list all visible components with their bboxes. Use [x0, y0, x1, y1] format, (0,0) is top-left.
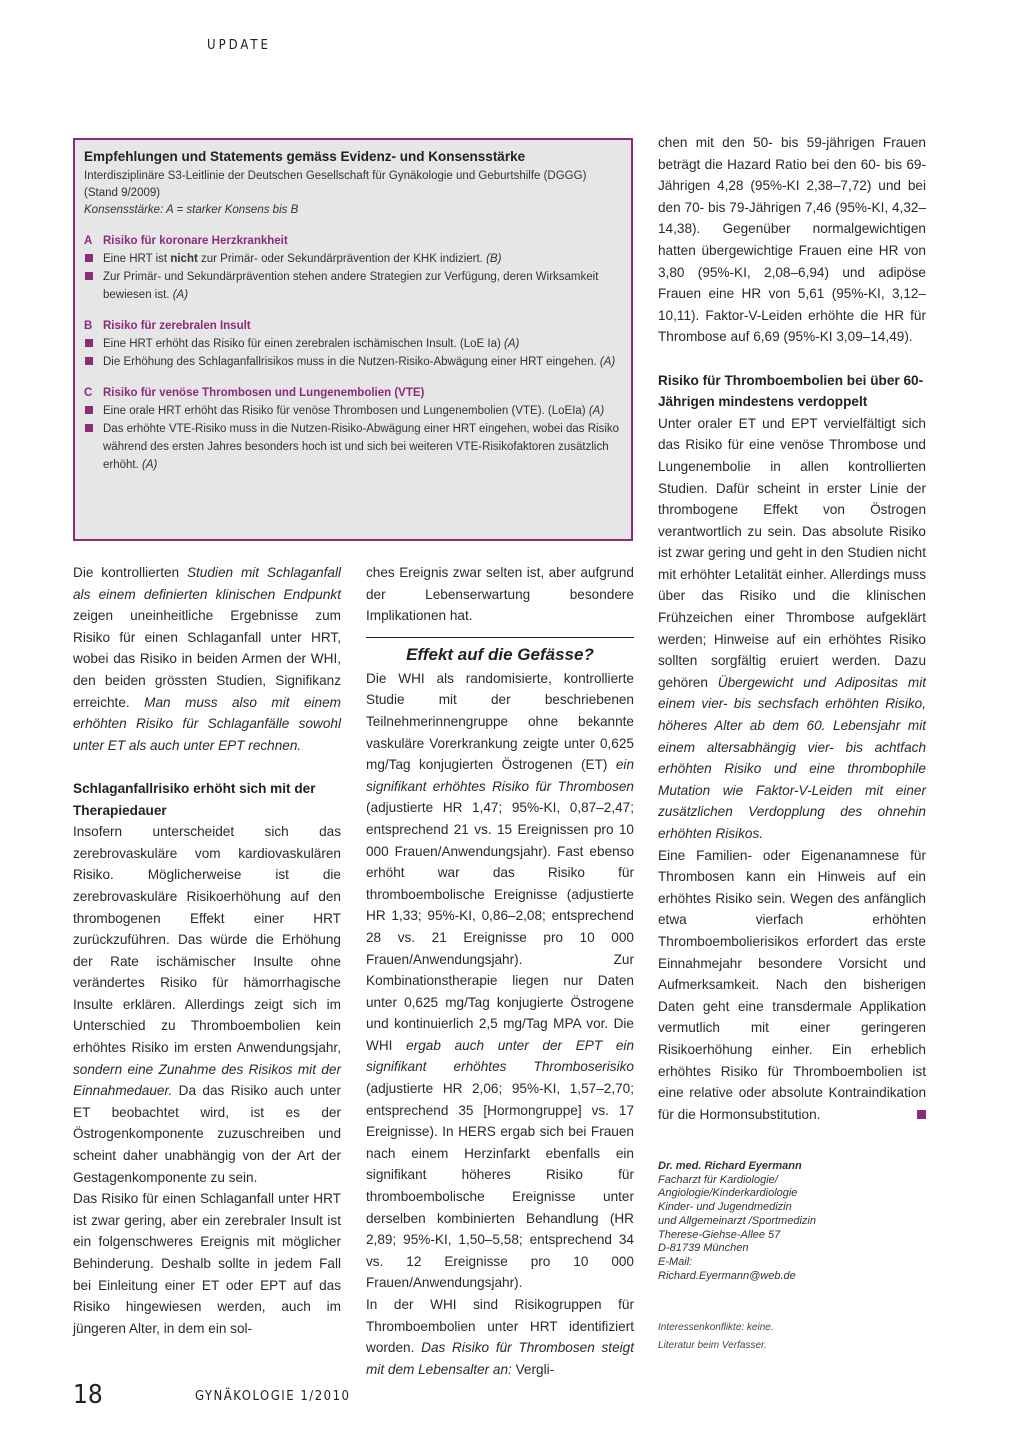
author-line: Facharzt für Kardiologie/ — [658, 1173, 778, 1186]
text-column-3 — [658, 132, 926, 1125]
list-item: Eine HRT erhöht das Risiko für einen zerebralen ischämischen Insult. (LoE Ia) (A) — [84, 335, 622, 353]
list-item: Die Erhöhung des Schlaganfallrisikos muss in die Nutzen-Risiko-Abwägung einer HRT eingehen. (A) — [84, 353, 622, 371]
square-bullet-icon — [84, 250, 103, 268]
author-line: E-Mail: — [658, 1255, 693, 1268]
box-subtitle: Interdisziplinäre S3-Leitlinie der Deutschen Gesellschaft für Gynäkologie und Geburtshilfe (DGGG) (Stand 9/2009) — [84, 170, 587, 199]
recommendation-box — [73, 138, 633, 541]
square-bullet-icon — [84, 335, 103, 353]
box-consensus: Konsensstärke: A = starker Konsens bis B — [84, 204, 299, 216]
section-title: Risiko für zerebralen Insult — [103, 320, 251, 332]
author-line: Kinder- und Jugendmedizin — [658, 1201, 792, 1214]
section-title: Risiko für venöse Thrombosen und Lungenembolien (VTE) — [103, 387, 425, 399]
conflict-note: Interessenkonflikte: keine. — [658, 1322, 774, 1333]
subheading: Schlaganfallrisiko erhöht sich mit der Therapiedauer — [73, 780, 316, 818]
author-line: D-81739 München — [658, 1242, 749, 1255]
author-line: und Allgemeinarzt /Sportmedizin — [658, 1214, 816, 1227]
section-letter: C — [84, 387, 93, 399]
paragraph: Die WHI als randomisierte, kontrollierte Studie mit der beschriebenen Teilnehmerinnengruppe ohne bekannte vaskuläre Vorerkrankung zeigte unter 0,625 mg/Tag konjugierten Östrogenen (ET) ein signifikant erhöhtes Risiko für Thrombosen (adjustierte HR 1,47; 95%-KI, 0,87–2,47; entsprechend 21 vs. 15 Ereignissen pro 10 000 Frauen/Anwendungsjahr). Fast ebenso erhöht war das Risiko für thromboembolische Ereignisse (adjustierte HR 1,33; 95%-KI, 0,86–2,08; entsprechend 28 vs. 21 Ereignisse pro 10 000 Frauen/Anwendungsjahr). Zur Kombinationstherapie liegen nur Daten unter 0,625 mg/Tag konjugierte Östrogene und kontinuierlich 2,5 mg/Tag MPA vor. Die WHI ergab auch unter der EPT ein signifikant erhöhtes Thromboserisiko (adjustierte HR 2,06; 95%-KI, 1,57–2,70; entsprechend 35 [Hormongruppe] vs. 17 Ereignisse). In HERS ergab sich bei Frauen nach einem Herzinfarkt ebenfalls ein signifikant höheres Risiko für thromboembolische Ereignisse unter derselben kombinierten Behandlung (HR 2,89; 95%-KI, 1,50–5,58; entsprechend 34 vs. 12 Ereignisse pro 10 000 Frauen/Anwendungsjahr). — [366, 670, 635, 1291]
square-bullet-icon — [84, 420, 103, 474]
section-letter: B — [84, 320, 93, 332]
end-mark-icon — [917, 1110, 926, 1119]
section-heading: Effekt auf die Gefässe? — [406, 644, 594, 664]
paragraph: chen mit den 50- bis 59-jährigen Frauen beträgt die Hazard Ratio bei den 60- bis 69-Jährigen 4,28 (95%-KI 2,38–7,72) und bei den 70- bis 79-Jährigen 7,46 (95%-KI, 4,32–14,38). Gegenüber normalgewichtigen hatten übergewichtige Frauen eine HR von 3,80 (95%-KI, 2,08–6,94) und adipöse Frauen eine HR von 5,61 (95%-KI, 3,12–10,11). Faktor-V-Leiden erhöhte die HR für Thrombose auf 6,69 (95%-KI 3,09–14,49). — [658, 135, 926, 345]
page-number: 18 — [73, 1380, 103, 1410]
list-item: Eine orale HRT erhöht das Risiko für venöse Thrombosen und Lungenembolien (VTE). (LoEIa) (A) — [84, 402, 622, 420]
paragraph: Eine Familien- oder Eigenanamnese für Thrombosen kann ein Hinweis auf ein erhöhtes Risiko sein. Wegen des anfänglich etwa vierfach erhöhten Thromboembolierisikos erfordert das erste Einnahmejahr besondere Vorsicht und Aufmerksamkeit. Nach den bisherigen Daten geht eine transdermale Applikation vermutlich mit einer geringeren Risikoerhöhung einher. Ein erheblich erhöhtes Risiko für Thromboembolien ist eine relative oder absolute Kontraindikation für die Hormonsubstitution. — [658, 847, 926, 1122]
author-line: Angiologie/Kinderkardiologie — [658, 1187, 798, 1200]
list-item: Eine HRT ist nicht zur Primär- oder Sekundärprävention der KHK indiziert. (B) — [84, 250, 622, 268]
list-item: Das erhöhte VTE-Risiko muss in die Nutzen-Risiko-Abwägung einer HRT eingehen, wobei das Risiko während des ersten Jahres besonders hoch ist und sich bei weiteren VTE-Risikofaktoren zusätzlich erhöht. (A) — [84, 420, 622, 474]
square-bullet-icon — [84, 353, 103, 371]
text-column-2 — [366, 562, 634, 1380]
square-bullet-icon — [84, 402, 103, 420]
paragraph: In der WHI sind Risikogruppen für Thromboembolien unter HRT identifiziert worden. Das Risiko für Thrombosen steigt mit dem Lebensalter an: Vergli- — [366, 1297, 634, 1377]
author-line: Therese-Giehse-Allee 57 — [658, 1228, 781, 1241]
section-tag: UPDATE — [207, 38, 271, 53]
paragraph: Unter oraler ET und EPT vervielfältigt sich das Risiko für eine venöse Thrombose und Lungenembolie in allen kontrollierten Studien. Dafür scheint in erster Linie der thrombogene Effekt von Östrogen verantwortlich zu sein. Das absolute Risiko ist zwar gering und geht in den Studien nicht mit erhöhter Letalität einher. Allerdings muss über das Risiko und die klinischen Frühzeichen einer Thrombose aufgeklärt werden; Hinweise auf ein erhöhtes Risiko sollten sorgfältig eruiert werden. Dazu gehören Übergewicht und Adipositas mit einem vier- bis sechsfach erhöhten Risiko, höheres Alter ab dem 60. Lebensjahr mit einem altersabhängig vier- bis achtfach erhöhten Risiko und eine thrombophile Mutation wie Faktor-V-Leiden mit einer zusätzlichen Verdopplung des ohnehin erhöhten Risikos. — [658, 415, 926, 841]
section-letter: A — [84, 235, 93, 247]
paragraph: ches Ereignis zwar selten ist, aber aufgrund der Lebenserwartung besondere Implikationen hat. — [366, 565, 634, 624]
paragraph: Insofern unterscheidet sich das zerebrovaskuläre vom kardiovaskulären Risiko. Möglicherweise ist die zerebrovaskuläre Risikoerhöhung auf den thrombogenen Effekt einer HRT zurückzuführen. Das würde die Erhöhung der Rate ischämischer Insulte ohne verändertes Risiko für hämorrhagische Insulte erklären. Allerdings zeigt sich im Unterschied zu Thromboembolien kein erhöhtes Risiko im ersten Anwendungsjahr, sondern eine Zunahme des Risikos mit der Einnahmedauer. Da das Risiko auch unter ET beobachtet wird, ist es der Östrogenkomponente zuzuschreiben und scheint daher unabhängig von der Art der Gestagenkomponente zu sein. — [73, 824, 341, 1185]
box-title: Empfehlungen und Statements gemäss Evidenz- und Konsensstärke — [84, 149, 526, 164]
box-section-c — [84, 385, 622, 474]
text-column-1 — [73, 562, 341, 1339]
list-item: Zur Primär- und Sekundärprävention stehen andere Strategien zur Verfügung, deren Wirksamkeit bewiesen ist. (A) — [84, 268, 622, 304]
journal-footer: GYNÄKOLOGIE 1/2010 — [195, 1389, 351, 1404]
section-title: Risiko für koronare Herzkrankheit — [103, 235, 288, 247]
box-section-a — [84, 233, 622, 304]
subheading: Risiko für Thromboembolien bei über 60-Jährigen mindestens verdoppelt — [658, 372, 924, 410]
square-bullet-icon — [84, 268, 103, 304]
literature-note: Literatur beim Verfasser. — [658, 1340, 767, 1351]
paragraph: Das Risiko für einen Schlaganfall unter HRT ist zwar gering, aber ein zerebraler Insult ist ein folgenschweres Ereignis mit möglicher Behinderung. Deshalb sollte in jedem Fall bei Einleitung einer ET oder EPT auf das Risiko hingewiesen werden, auch im jüngeren Alter, in dem ein sol- — [73, 1191, 341, 1336]
box-section-b — [84, 318, 622, 371]
author-block — [658, 1160, 926, 1283]
author-name: Dr. med. Richard Eyermann — [658, 1160, 802, 1172]
paragraph: Die kontrollierten Studien mit Schlaganfall als einem definierten klinischen Endpunkt zeigen uneinheitliche Ergebnisse zum Risiko für einen Schlaganfall unter HRT, wobei das Risiko in beiden Armen der WHI, den beiden grössten Studien, Signifikanz erreichte. Man muss also mit einem erhöhten Risiko für Schlaganfälle sowohl unter ET als auch unter EPT rechnen. — [73, 565, 341, 753]
author-email: Richard.Eyermann@web.de — [658, 1269, 796, 1282]
section-divider — [366, 637, 634, 638]
